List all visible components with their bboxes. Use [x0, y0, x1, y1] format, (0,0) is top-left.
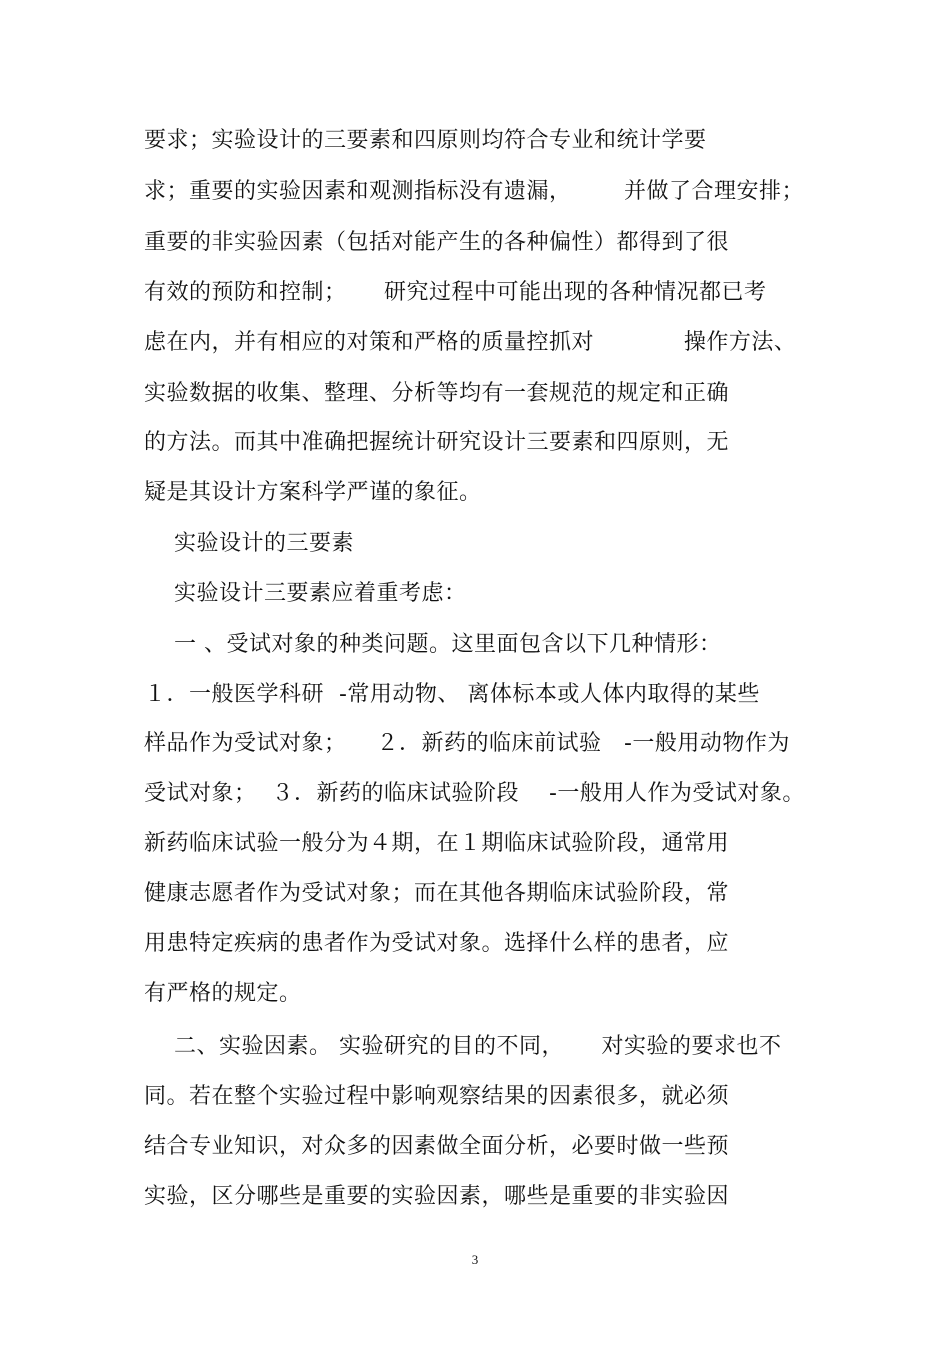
text-line-12: １．一般医学科研 -常用动物、 离体标本或人体内取得的某些	[144, 682, 760, 707]
text-line-15: 新药临床试验一般分为４期，在１期临床试验阶段，通常用	[144, 831, 730, 856]
text-line-3: 重要的非实验因素（包括对能产生的各种偏性）都得到了很	[144, 230, 730, 255]
text-line-7: 的方法。而其中准确把握统计研究设计三要素和四原则，无	[144, 430, 730, 455]
page-number: 3	[471, 1252, 479, 1267]
text-line-20: 同。若在整个实验过程中影响观察结果的因素很多，就必须	[144, 1084, 730, 1109]
text-line-4: 有效的预防和控制； 研究过程中可能出现的各种情况都已考	[144, 280, 767, 305]
text-line-8: 疑是其设计方案科学严谨的象征。	[144, 480, 482, 505]
text-line-16: 健康志愿者作为受试对象；而在其他各期临床试验阶段，常	[144, 881, 730, 906]
text-line-14: 受试对象； ３．新药的临床试验阶段 -一般用人作为受试对象。	[144, 781, 805, 806]
text-line-18: 有严格的规定。	[144, 981, 302, 1006]
text-line-17: 用患特定疾病的患者作为受试对象。选择什么样的患者，应	[144, 931, 730, 956]
text-line-10: 实验设计三要素应着重考虑：	[174, 581, 467, 606]
section-heading: 实验设计的三要素	[174, 531, 355, 556]
text-line-21: 结合专业知识，对众多的因素做全面分析，必要时做一些预	[144, 1134, 730, 1159]
text-line-22: 实验，区分哪些是重要的实验因素，哪些是重要的非实验因	[144, 1184, 730, 1209]
text-line-5: 虑在内，并有相应的对策和严格的质量控抓对 操作方法、	[144, 330, 797, 355]
text-line-6: 实验数据的收集、整理、分析等均有一套规范的规定和正确	[144, 381, 730, 406]
text-line-1: 要求；实验设计的三要素和四原则均符合专业和统计学要	[144, 128, 707, 153]
text-line-19: 二、实验因素。 实验研究的目的不同， 对实验的要求也不	[174, 1034, 782, 1059]
text-line-13: 样品作为受试对象； ２．新药的临床前试验 -一般用动物作为	[144, 731, 790, 756]
text-line-2: 求；重要的实验因素和观测指标没有遗漏， 并做了合理安排；	[144, 179, 804, 204]
text-line-11: 一 、受试对象的种类问题。这里面包含以下几种情形：	[174, 632, 722, 657]
